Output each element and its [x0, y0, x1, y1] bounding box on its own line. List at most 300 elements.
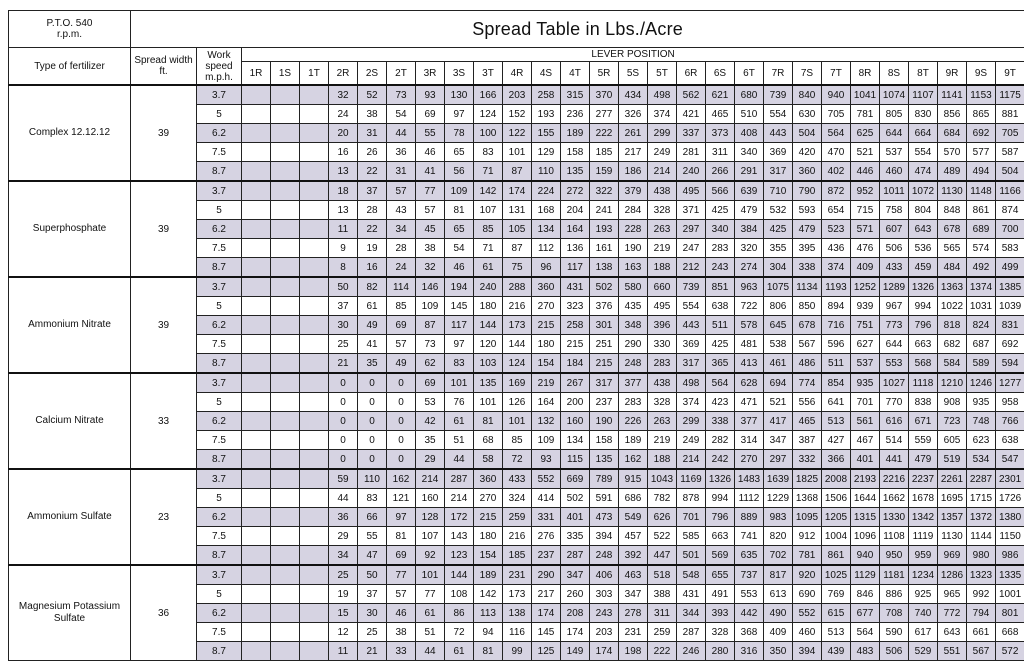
empty-cell	[242, 277, 271, 297]
spread-value-cell: 502	[561, 489, 590, 508]
spread-value-cell: 366	[822, 450, 851, 470]
spread-value-cell: 716	[822, 316, 851, 335]
spread-value-cell: 0	[358, 393, 387, 412]
empty-cell	[271, 335, 300, 354]
fertilizer-name: Ammonium Sulfate	[9, 469, 131, 565]
spread-value-cell: 443	[677, 316, 706, 335]
empty-cell	[300, 354, 329, 374]
spread-value-cell: 337	[677, 124, 706, 143]
spread-value-cell: 782	[648, 489, 677, 508]
spread-value-cell: 677	[851, 604, 880, 623]
spread-value-cell: 1096	[851, 527, 880, 546]
spread-value-cell: 963	[735, 277, 764, 297]
spread-value-cell: 772	[938, 604, 967, 623]
spread-value-cell: 627	[851, 335, 880, 354]
spread-value-cell: 203	[503, 85, 532, 105]
spread-value-cell: 660	[648, 277, 677, 297]
spread-value-cell: 559	[909, 431, 938, 450]
spread-table	[8, 10, 1024, 661]
spread-value-cell: 13	[329, 162, 358, 182]
empty-cell	[271, 201, 300, 220]
spread-value-cell: 189	[619, 431, 648, 450]
spread-value-cell: 371	[677, 201, 706, 220]
spread-value-cell: 374	[648, 105, 677, 124]
spread-value-cell: 384	[735, 220, 764, 239]
spread-value-cell: 54	[445, 239, 474, 258]
spread-value-cell: 374	[677, 393, 706, 412]
spread-value-cell: 214	[445, 489, 474, 508]
spread-value-cell: 495	[677, 181, 706, 201]
work-speed-value: 7.5	[197, 527, 242, 546]
spread-value-cell: 460	[793, 623, 822, 642]
spread-value-cell: 846	[851, 585, 880, 604]
spread-value-cell: 741	[735, 527, 764, 546]
spread-value-cell: 570	[938, 143, 967, 162]
spread-value-cell: 1075	[764, 277, 793, 297]
spread-value-cell: 33	[387, 642, 416, 661]
lever-position-5t: 5T	[648, 62, 677, 86]
spread-value-cell: 854	[822, 373, 851, 393]
lever-position-3t: 3T	[474, 62, 503, 86]
spread-value-cell: 394	[590, 527, 619, 546]
spread-value-cell: 2008	[822, 469, 851, 489]
spread-value-cell: 490	[764, 604, 793, 623]
spread-value-cell: 1072	[909, 181, 938, 201]
work-speed-value: 6.2	[197, 124, 242, 143]
spread-value-cell: 260	[561, 585, 590, 604]
spread-value-cell: 85	[474, 220, 503, 239]
spread-value-cell: 134	[532, 220, 561, 239]
spread-value-cell: 537	[880, 143, 909, 162]
spread-value-cell: 97	[445, 335, 474, 354]
lever-position-1s: 1S	[271, 62, 300, 86]
spread-value-cell: 1662	[880, 489, 909, 508]
spread-value-cell: 700	[996, 220, 1024, 239]
spread-value-cell: 135	[474, 373, 503, 393]
work-speed-value: 6.2	[197, 412, 242, 431]
spread-value-cell: 536	[909, 239, 938, 258]
spread-value-cell: 212	[677, 258, 706, 278]
spread-value-cell: 596	[822, 335, 851, 354]
spread-value-cell: 532	[764, 201, 793, 220]
table-row	[9, 85, 1024, 105]
empty-cell	[300, 604, 329, 623]
spread-value-cell: 737	[735, 565, 764, 585]
spread-value-cell: 258	[561, 316, 590, 335]
spread-value-cell: 290	[532, 565, 561, 585]
spread-value-cell: 548	[677, 565, 706, 585]
spread-value-cell: 86	[445, 604, 474, 623]
spread-value-cell: 335	[561, 527, 590, 546]
spread-value-cell: 57	[387, 585, 416, 604]
spread-value-cell: 820	[764, 527, 793, 546]
spread-value-cell: 770	[880, 393, 909, 412]
spread-value-cell: 36	[387, 143, 416, 162]
empty-cell	[300, 277, 329, 297]
spread-value-cell: 1166	[996, 181, 1024, 201]
table-row	[9, 469, 1024, 489]
spread-value-cell: 940	[851, 546, 880, 566]
spread-value-cell: 1363	[938, 277, 967, 297]
spread-value-cell: 463	[619, 565, 648, 585]
spread-value-cell: 123	[445, 546, 474, 566]
spread-value-cell: 240	[474, 277, 503, 297]
spread-value-cell: 874	[996, 201, 1024, 220]
work-speed-value: 7.5	[197, 623, 242, 642]
spread-value-cell: 506	[880, 239, 909, 258]
empty-cell	[271, 508, 300, 527]
spread-value-cell: 773	[880, 316, 909, 335]
spread-value-cell: 421	[677, 105, 706, 124]
spread-value-cell: 69	[416, 373, 445, 393]
empty-cell	[271, 450, 300, 470]
spread-value-cell: 1715	[967, 489, 996, 508]
empty-cell	[242, 143, 271, 162]
spread-value-cell: 31	[387, 162, 416, 182]
spread-value-cell: 635	[735, 546, 764, 566]
spread-value-cell: 1108	[880, 527, 909, 546]
spread-value-cell: 31	[358, 124, 387, 143]
spread-value-cell: 57	[387, 335, 416, 354]
spread-value-cell: 894	[822, 297, 851, 316]
spread-width-value: 39	[131, 85, 197, 181]
spread-value-cell: 511	[706, 316, 735, 335]
spread-value-cell: 1004	[822, 527, 851, 546]
spread-value-cell: 1315	[851, 508, 880, 527]
spread-value-cell: 105	[503, 220, 532, 239]
spread-value-cell: 1175	[996, 85, 1024, 105]
spread-value-cell: 69	[387, 546, 416, 566]
spread-value-cell: 370	[590, 85, 619, 105]
empty-cell	[300, 412, 329, 431]
spread-value-cell: 687	[967, 335, 996, 354]
spread-value-cell: 53	[416, 393, 445, 412]
lever-position-2t: 2T	[387, 62, 416, 86]
empty-cell	[242, 220, 271, 239]
spread-value-cell: 766	[996, 412, 1024, 431]
lever-position-9t: 9T	[996, 62, 1024, 86]
spread-value-cell: 87	[416, 316, 445, 335]
spread-value-cell: 277	[590, 105, 619, 124]
spread-value-cell: 287	[561, 546, 590, 566]
spread-value-cell: 623	[967, 431, 996, 450]
spread-value-cell: 1181	[880, 565, 909, 585]
empty-cell	[300, 85, 329, 105]
lever-position-1t: 1T	[300, 62, 329, 86]
spread-value-cell: 214	[648, 162, 677, 182]
spread-value-cell: 591	[590, 489, 619, 508]
spread-value-cell: 128	[416, 508, 445, 527]
spread-value-cell: 494	[967, 162, 996, 182]
spread-value-cell: 188	[648, 258, 677, 278]
work-speed-value: 5	[197, 393, 242, 412]
spread-value-cell: 158	[561, 143, 590, 162]
spread-value-cell: 9	[329, 239, 358, 258]
lever-position-9r: 9R	[938, 62, 967, 86]
spread-table-page	[8, 10, 1022, 661]
spread-value-cell: 804	[909, 201, 938, 220]
spread-value-cell: 93	[416, 85, 445, 105]
spread-value-cell: 185	[590, 143, 619, 162]
empty-cell	[300, 162, 329, 182]
spread-value-cell: 35	[358, 354, 387, 374]
spread-value-cell: 22	[358, 162, 387, 182]
spread-value-cell: 529	[909, 642, 938, 661]
spread-value-cell: 138	[590, 258, 619, 278]
spread-value-cell: 144	[503, 335, 532, 354]
empty-cell	[242, 585, 271, 604]
spread-value-cell: 68	[474, 431, 503, 450]
spread-value-cell: 46	[445, 258, 474, 278]
spread-value-cell: 1193	[822, 277, 851, 297]
spread-value-cell: 77	[416, 181, 445, 201]
spread-value-cell: 564	[706, 373, 735, 393]
table-row	[9, 181, 1024, 201]
spread-value-cell: 61	[445, 642, 474, 661]
spread-value-cell: 2287	[967, 469, 996, 489]
spread-value-cell: 56	[445, 162, 474, 182]
spread-value-cell: 805	[880, 105, 909, 124]
spread-value-cell: 467	[851, 431, 880, 450]
spread-value-cell: 21	[329, 354, 358, 374]
spread-value-cell: 513	[822, 412, 851, 431]
spread-value-cell: 1506	[822, 489, 851, 508]
lever-position-3r: 3R	[416, 62, 445, 86]
spread-value-cell: 314	[735, 431, 764, 450]
empty-cell	[271, 373, 300, 393]
work-speed-value: 6.2	[197, 316, 242, 335]
spread-value-cell: 237	[590, 393, 619, 412]
spread-value-cell: 216	[503, 297, 532, 316]
spread-value-cell: 130	[445, 85, 474, 105]
spread-value-cell: 1639	[764, 469, 793, 489]
empty-cell	[271, 105, 300, 124]
work-speed-value: 8.7	[197, 450, 242, 470]
spread-value-cell: 69	[387, 316, 416, 335]
spread-value-cell: 242	[706, 450, 735, 470]
spread-value-cell: 886	[880, 585, 909, 604]
empty-cell	[300, 297, 329, 316]
spread-value-cell: 185	[503, 546, 532, 566]
spread-value-cell: 861	[967, 201, 996, 220]
spread-value-cell: 567	[967, 642, 996, 661]
spread-value-cell: 283	[648, 354, 677, 374]
spread-value-cell: 492	[967, 258, 996, 278]
spread-value-cell: 461	[764, 354, 793, 374]
spread-value-cell: 73	[416, 335, 445, 354]
spread-value-cell: 690	[793, 585, 822, 604]
spread-value-cell: 739	[677, 277, 706, 297]
fertilizer-name: Ammonium Nitrate	[9, 277, 131, 373]
spread-value-cell: 1027	[880, 373, 909, 393]
spread-value-cell: 1039	[996, 297, 1024, 316]
spread-value-cell: 1252	[851, 277, 880, 297]
spread-value-cell: 394	[793, 642, 822, 661]
spread-value-cell: 270	[735, 450, 764, 470]
empty-cell	[271, 220, 300, 239]
spread-value-cell: 590	[880, 623, 909, 642]
spread-value-cell: 566	[706, 181, 735, 201]
spread-value-cell: 59	[329, 469, 358, 489]
spread-value-cell: 50	[329, 277, 358, 297]
spread-value-cell: 32	[416, 258, 445, 278]
spread-value-cell: 439	[822, 642, 851, 661]
spread-value-cell: 189	[561, 124, 590, 143]
spread-value-cell: 470	[822, 143, 851, 162]
spread-value-cell: 44	[445, 450, 474, 470]
spread-value-cell: 474	[909, 162, 938, 182]
spread-value-cell: 85	[503, 431, 532, 450]
spread-value-cell: 65	[445, 220, 474, 239]
spread-value-cell: 2216	[880, 469, 909, 489]
spread-value-cell: 564	[851, 623, 880, 642]
empty-cell	[242, 604, 271, 623]
spread-value-cell: 101	[445, 373, 474, 393]
spread-value-cell: 12	[329, 623, 358, 642]
spread-value-cell: 969	[938, 546, 967, 566]
empty-cell	[271, 181, 300, 201]
spread-value-cell: 441	[880, 450, 909, 470]
empty-cell	[300, 181, 329, 201]
spread-value-cell: 518	[648, 565, 677, 585]
spread-value-cell: 134	[561, 431, 590, 450]
spread-width-value: 39	[131, 277, 197, 373]
spread-value-cell: 1118	[909, 373, 938, 393]
spread-value-cell: 789	[590, 469, 619, 489]
spread-value-cell: 625	[851, 124, 880, 143]
spread-value-cell: 41	[358, 335, 387, 354]
empty-cell	[300, 450, 329, 470]
spread-value-cell: 684	[938, 124, 967, 143]
empty-cell	[242, 373, 271, 393]
spread-value-cell: 851	[706, 277, 735, 297]
spread-value-cell: 198	[619, 642, 648, 661]
spread-value-cell: 35	[416, 431, 445, 450]
lever-position-8r: 8R	[851, 62, 880, 86]
spread-value-cell: 125	[532, 642, 561, 661]
spread-value-cell: 781	[793, 546, 822, 566]
spread-value-cell: 1372	[967, 508, 996, 527]
work-speed-value: 8.7	[197, 258, 242, 278]
spread-value-cell: 188	[648, 450, 677, 470]
empty-cell	[300, 201, 329, 220]
spread-value-cell: 594	[996, 354, 1024, 374]
spread-value-cell: 284	[619, 201, 648, 220]
spread-value-cell: 479	[909, 450, 938, 470]
spread-value-cell: 1234	[909, 565, 938, 585]
spread-value-cell: 967	[880, 297, 909, 316]
spread-value-cell: 350	[764, 642, 793, 661]
spread-value-cell: 61	[445, 412, 474, 431]
spread-value-cell: 93	[532, 450, 561, 470]
empty-cell	[242, 105, 271, 124]
spread-value-cell: 442	[735, 604, 764, 623]
spread-value-cell: 97	[387, 508, 416, 527]
spread-value-cell: 54	[387, 105, 416, 124]
spread-value-cell: 388	[648, 585, 677, 604]
empty-cell	[242, 393, 271, 412]
spread-value-cell: 514	[880, 431, 909, 450]
fertilizer-name: Calcium Nitrate	[9, 373, 131, 469]
lever-position-4r: 4R	[503, 62, 532, 86]
spread-width-value: 39	[131, 181, 197, 277]
spread-value-cell: 135	[590, 450, 619, 470]
spread-value-cell: 37	[329, 297, 358, 316]
lever-position-8t: 8T	[909, 62, 938, 86]
spread-value-cell: 1095	[793, 508, 822, 527]
empty-cell	[271, 412, 300, 431]
lever-position-2r: 2R	[329, 62, 358, 86]
empty-cell	[242, 527, 271, 546]
spread-value-cell: 376	[590, 297, 619, 316]
spread-value-cell: 136	[561, 239, 590, 258]
table-row	[9, 373, 1024, 393]
spread-value-cell: 689	[967, 220, 996, 239]
spread-value-cell: 556	[793, 393, 822, 412]
spread-value-cell: 459	[909, 258, 938, 278]
spread-value-cell: 110	[358, 469, 387, 489]
empty-cell	[271, 162, 300, 182]
spread-value-cell: 117	[445, 316, 474, 335]
spread-value-cell: 476	[851, 239, 880, 258]
spread-value-cell: 193	[532, 105, 561, 124]
spread-value-cell: 263	[648, 220, 677, 239]
spread-value-cell: 413	[735, 354, 764, 374]
spread-value-cell: 162	[619, 450, 648, 470]
spread-value-cell: 290	[619, 335, 648, 354]
spread-value-cell: 44	[329, 489, 358, 508]
spread-value-cell: 1326	[909, 277, 938, 297]
spread-value-cell: 316	[735, 642, 764, 661]
work-speed-value: 7.5	[197, 431, 242, 450]
lever-position-4s: 4S	[532, 62, 561, 86]
empty-cell	[242, 335, 271, 354]
spread-value-cell: 501	[677, 546, 706, 566]
spread-value-cell: 1380	[996, 508, 1024, 527]
spread-value-cell: 270	[532, 297, 561, 316]
spread-value-cell: 701	[851, 393, 880, 412]
spread-value-cell: 132	[532, 412, 561, 431]
empty-cell	[300, 143, 329, 162]
spread-value-cell: 781	[851, 105, 880, 124]
spread-value-cell: 425	[706, 335, 735, 354]
spread-value-cell: 447	[648, 546, 677, 566]
work-speed-value: 6.2	[197, 508, 242, 527]
spread-value-cell: 499	[996, 258, 1024, 278]
table-title: Spread Table in Lbs./Acre	[131, 11, 1024, 48]
spread-value-cell: 113	[474, 604, 503, 623]
spread-value-cell: 131	[503, 201, 532, 220]
spread-value-cell: 330	[648, 335, 677, 354]
spread-value-cell: 1357	[938, 508, 967, 527]
spread-value-cell: 1289	[880, 277, 909, 297]
work-speed-value: 8.7	[197, 354, 242, 374]
spread-value-cell: 2261	[938, 469, 967, 489]
spread-value-cell: 663	[706, 527, 735, 546]
spread-value-cell: 146	[416, 277, 445, 297]
spread-value-cell: 169	[503, 373, 532, 393]
spread-value-cell: 324	[503, 489, 532, 508]
lever-position-6r: 6R	[677, 62, 706, 86]
spread-value-cell: 109	[532, 431, 561, 450]
work-speed-value: 3.7	[197, 565, 242, 585]
spread-value-cell: 379	[619, 181, 648, 201]
spread-value-cell: 1342	[909, 508, 938, 527]
empty-cell	[271, 143, 300, 162]
spread-value-cell: 471	[735, 393, 764, 412]
spread-value-cell: 861	[822, 546, 851, 566]
pto-label	[9, 11, 131, 48]
